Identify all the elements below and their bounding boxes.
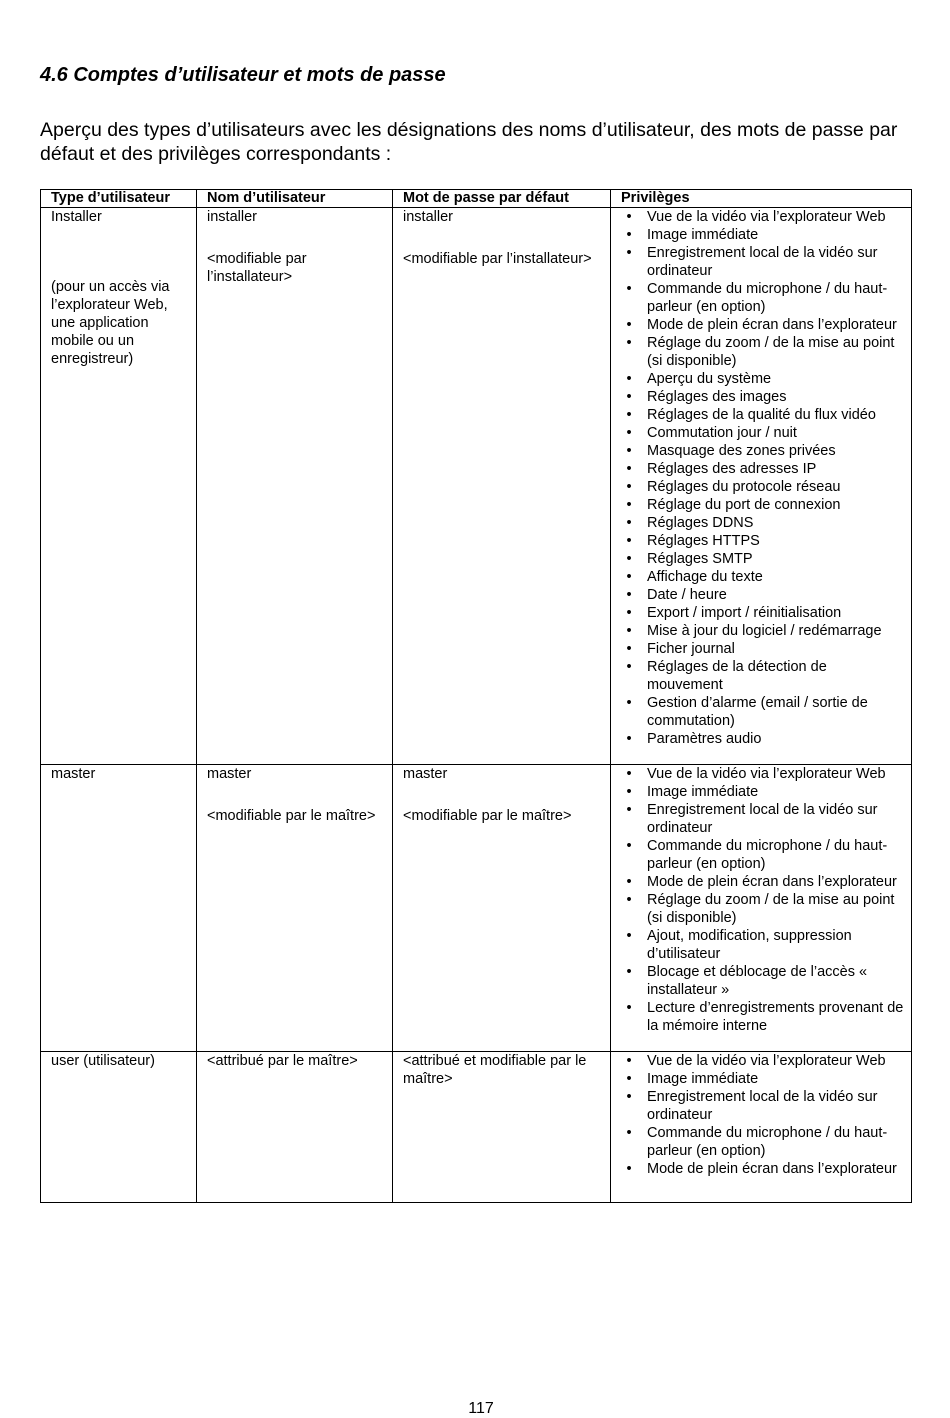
privilege-text: Réglage du port de connexion [647, 497, 841, 513]
user-type-value: user (utilisateur) [51, 1053, 155, 1069]
table-row-installer [41, 208, 912, 765]
privilege-item [621, 783, 905, 801]
bullet-icon: • [626, 515, 632, 531]
table-header-row [41, 190, 912, 208]
privilege-item [621, 316, 905, 334]
privilege-item [621, 388, 905, 406]
bullet-icon: • [626, 1125, 632, 1141]
cell-user-name [197, 765, 393, 1052]
privilege-text: Mise à jour du logiciel / redémarrage [647, 623, 882, 639]
privilege-text: Export / import / réinitialisation [647, 605, 842, 621]
bullet-icon: • [626, 209, 632, 225]
privilege-item [621, 460, 905, 478]
privilege-text: Réglages des images [647, 389, 787, 405]
privilege-text: Réglages des adresses IP [647, 461, 817, 477]
privilege-item [621, 801, 905, 837]
user-name-value: master [207, 766, 252, 782]
privilege-item [621, 280, 905, 316]
privilege-text: Mode de plein écran dans l’explorateur [647, 1161, 897, 1177]
privilege-item [621, 1124, 905, 1160]
privilege-text: Blocage et déblocage de l’accès « installateur » [647, 964, 868, 998]
privilege-item [621, 208, 905, 226]
privilege-text: Affichage du texte [647, 569, 763, 585]
bullet-icon: • [626, 317, 632, 333]
user-type-note: (pour un accès via l’explorateur Web, une application mobile ou un enregistreur) [51, 279, 170, 367]
privilege-text: Réglages HTTPS [647, 533, 760, 549]
bullet-icon: • [626, 281, 632, 297]
privilege-item [621, 694, 905, 730]
cell-user-type [41, 208, 197, 765]
bullet-icon: • [626, 1000, 632, 1016]
privilege-text: Lecture d’enregistrements provenant de la mémoire interne [647, 1000, 904, 1034]
cell-user-name [197, 208, 393, 765]
cell-privileges [611, 208, 912, 765]
privilege-text: Ficher journal [647, 641, 735, 657]
password-value: installer [403, 209, 453, 225]
privilege-item [621, 873, 905, 891]
privilege-item [621, 496, 905, 514]
user-name-value: <attribué par le maître> [207, 1053, 358, 1069]
privilege-text: Aperçu du système [647, 371, 772, 387]
privilege-item [621, 604, 905, 622]
privileges-list [621, 1052, 905, 1178]
privilege-item [621, 568, 905, 586]
bullet-icon: • [626, 1071, 632, 1087]
privilege-text: Réglage du zoom / de la mise au point (si disponible) [647, 335, 895, 369]
privilege-text: Vue de la vidéo via l’explorateur Web [647, 766, 886, 782]
page-number: 117 [468, 1400, 494, 1417]
bullet-icon: • [626, 892, 632, 908]
password-note: <modifiable par l’installateur> [403, 251, 592, 267]
privilege-text: Réglage du zoom / de la mise au point (si disponible) [647, 892, 895, 926]
privilege-item [621, 658, 905, 694]
bullet-icon: • [626, 335, 632, 351]
page-title: 4.6 Comptes d’utilisateur et mots de passe [40, 64, 446, 86]
bullet-icon: • [626, 533, 632, 549]
bullet-icon: • [626, 587, 632, 603]
bullet-icon: • [626, 389, 632, 405]
cell-user-type [41, 1052, 197, 1203]
privilege-item [621, 837, 905, 873]
privilege-text: Commande du microphone / du haut-parleur (en option) [647, 1125, 888, 1159]
privilege-text: Réglages du protocole réseau [647, 479, 841, 495]
privilege-item [621, 927, 905, 963]
privilege-text: Gestion d’alarme (email / sortie de commutation) [647, 695, 868, 729]
table-row-master [41, 765, 912, 1052]
bullet-icon: • [626, 497, 632, 513]
privilege-item [621, 640, 905, 658]
cell-default-password [393, 765, 611, 1052]
privilege-item [621, 999, 905, 1035]
password-note: <modifiable par le maître> [403, 808, 572, 824]
privilege-item [621, 514, 905, 532]
bullet-icon: • [626, 1161, 632, 1177]
privilege-item [621, 442, 905, 460]
bullet-icon: • [626, 731, 632, 747]
bullet-icon: • [626, 838, 632, 854]
privilege-text: Mode de plein écran dans l’explorateur [647, 317, 897, 333]
bullet-icon: • [626, 766, 632, 782]
privilege-text: Mode de plein écran dans l’explorateur [647, 874, 897, 890]
bullet-icon: • [626, 461, 632, 477]
cell-user-type [41, 765, 197, 1052]
user-type-value: master [51, 766, 96, 782]
privilege-text: Enregistrement local de la vidéo sur ordinateur [647, 1089, 878, 1123]
header-user-name: Nom d’utilisateur [197, 190, 393, 208]
privilege-text: Réglages de la détection de mouvement [647, 659, 827, 693]
bullet-icon: • [626, 371, 632, 387]
privileges-list [621, 765, 905, 1035]
privilege-item [621, 1160, 905, 1178]
bullet-icon: • [626, 1089, 632, 1105]
privilege-text: Masquage des zones privées [647, 443, 836, 459]
bullet-icon: • [626, 245, 632, 261]
privilege-item [621, 532, 905, 550]
privilege-item [621, 1070, 905, 1088]
bullet-icon: • [626, 551, 632, 567]
password-value: <attribué et modifiable par le maître> [403, 1053, 587, 1087]
bullet-icon: • [626, 623, 632, 639]
intro-paragraph: Aperçu des types d’utilisateurs avec les désignations des noms d’utilisateur, des mots de passe par défaut et des privilèges correspondants : [40, 119, 898, 165]
header-user-type: Type d’utilisateur [41, 190, 197, 208]
privilege-text: Image immédiate [647, 227, 759, 243]
bullet-icon: • [626, 874, 632, 890]
privilege-text: Date / heure [647, 587, 727, 603]
privilege-text: Paramètres audio [647, 731, 762, 747]
header-default-password: Mot de passe par défaut [393, 190, 611, 208]
privilege-text: Image immédiate [647, 784, 759, 800]
header-privileges: Privilèges [611, 190, 912, 208]
user-name-value: installer [207, 209, 257, 225]
bullet-icon: • [626, 569, 632, 585]
privilege-text: Enregistrement local de la vidéo sur ordinateur [647, 802, 878, 836]
bullet-icon: • [626, 641, 632, 657]
privilege-text: Vue de la vidéo via l’explorateur Web [647, 209, 886, 225]
privilege-item [621, 424, 905, 442]
privilege-text: Ajout, modification, suppression d’utilisateur [647, 928, 852, 962]
privilege-text: Réglages de la qualité du flux vidéo [647, 407, 876, 423]
privilege-item [621, 478, 905, 496]
user-type-value: Installer [51, 209, 102, 225]
cell-privileges [611, 765, 912, 1052]
password-value: master [403, 766, 448, 782]
cell-default-password [393, 208, 611, 765]
bullet-icon: • [626, 605, 632, 621]
privilege-text: Image immédiate [647, 1071, 759, 1087]
privilege-item [621, 334, 905, 370]
privilege-text: Commande du microphone / du haut-parleur (en option) [647, 281, 888, 315]
privilege-item [621, 622, 905, 640]
bullet-icon: • [626, 928, 632, 944]
privilege-item [621, 730, 905, 748]
bullet-icon: • [626, 659, 632, 675]
bullet-icon: • [626, 695, 632, 711]
privilege-item [621, 406, 905, 424]
cell-user-name [197, 1052, 393, 1203]
privilege-text: Réglages DDNS [647, 515, 754, 531]
privilege-item [621, 765, 905, 783]
privilege-item [621, 244, 905, 280]
privilege-item [621, 963, 905, 999]
user-name-note: <modifiable par le maître> [207, 808, 376, 824]
privilege-text: Commutation jour / nuit [647, 425, 797, 441]
bullet-icon: • [626, 479, 632, 495]
privilege-item [621, 550, 905, 568]
privilege-text: Commande du microphone / du haut-parleur (en option) [647, 838, 888, 872]
privilege-item [621, 1052, 905, 1070]
privilege-text: Enregistrement local de la vidéo sur ordinateur [647, 245, 878, 279]
bullet-icon: • [626, 425, 632, 441]
user-name-note: <modifiable par l’installateur> [207, 251, 307, 285]
privilege-text: Vue de la vidéo via l’explorateur Web [647, 1053, 886, 1069]
privilege-item [621, 370, 905, 388]
cell-default-password [393, 1052, 611, 1203]
table-row-user [41, 1052, 912, 1203]
bullet-icon: • [626, 407, 632, 423]
bullet-icon: • [626, 1053, 632, 1069]
user-accounts-table [40, 189, 912, 1203]
bullet-icon: • [626, 964, 632, 980]
cell-privileges [611, 1052, 912, 1203]
bullet-icon: • [626, 443, 632, 459]
privilege-item [621, 226, 905, 244]
privilege-item [621, 891, 905, 927]
privilege-item [621, 1088, 905, 1124]
privileges-list [621, 208, 905, 748]
bullet-icon: • [626, 784, 632, 800]
privilege-item [621, 586, 905, 604]
bullet-icon: • [626, 802, 632, 818]
bullet-icon: • [626, 227, 632, 243]
privilege-text: Réglages SMTP [647, 551, 753, 567]
